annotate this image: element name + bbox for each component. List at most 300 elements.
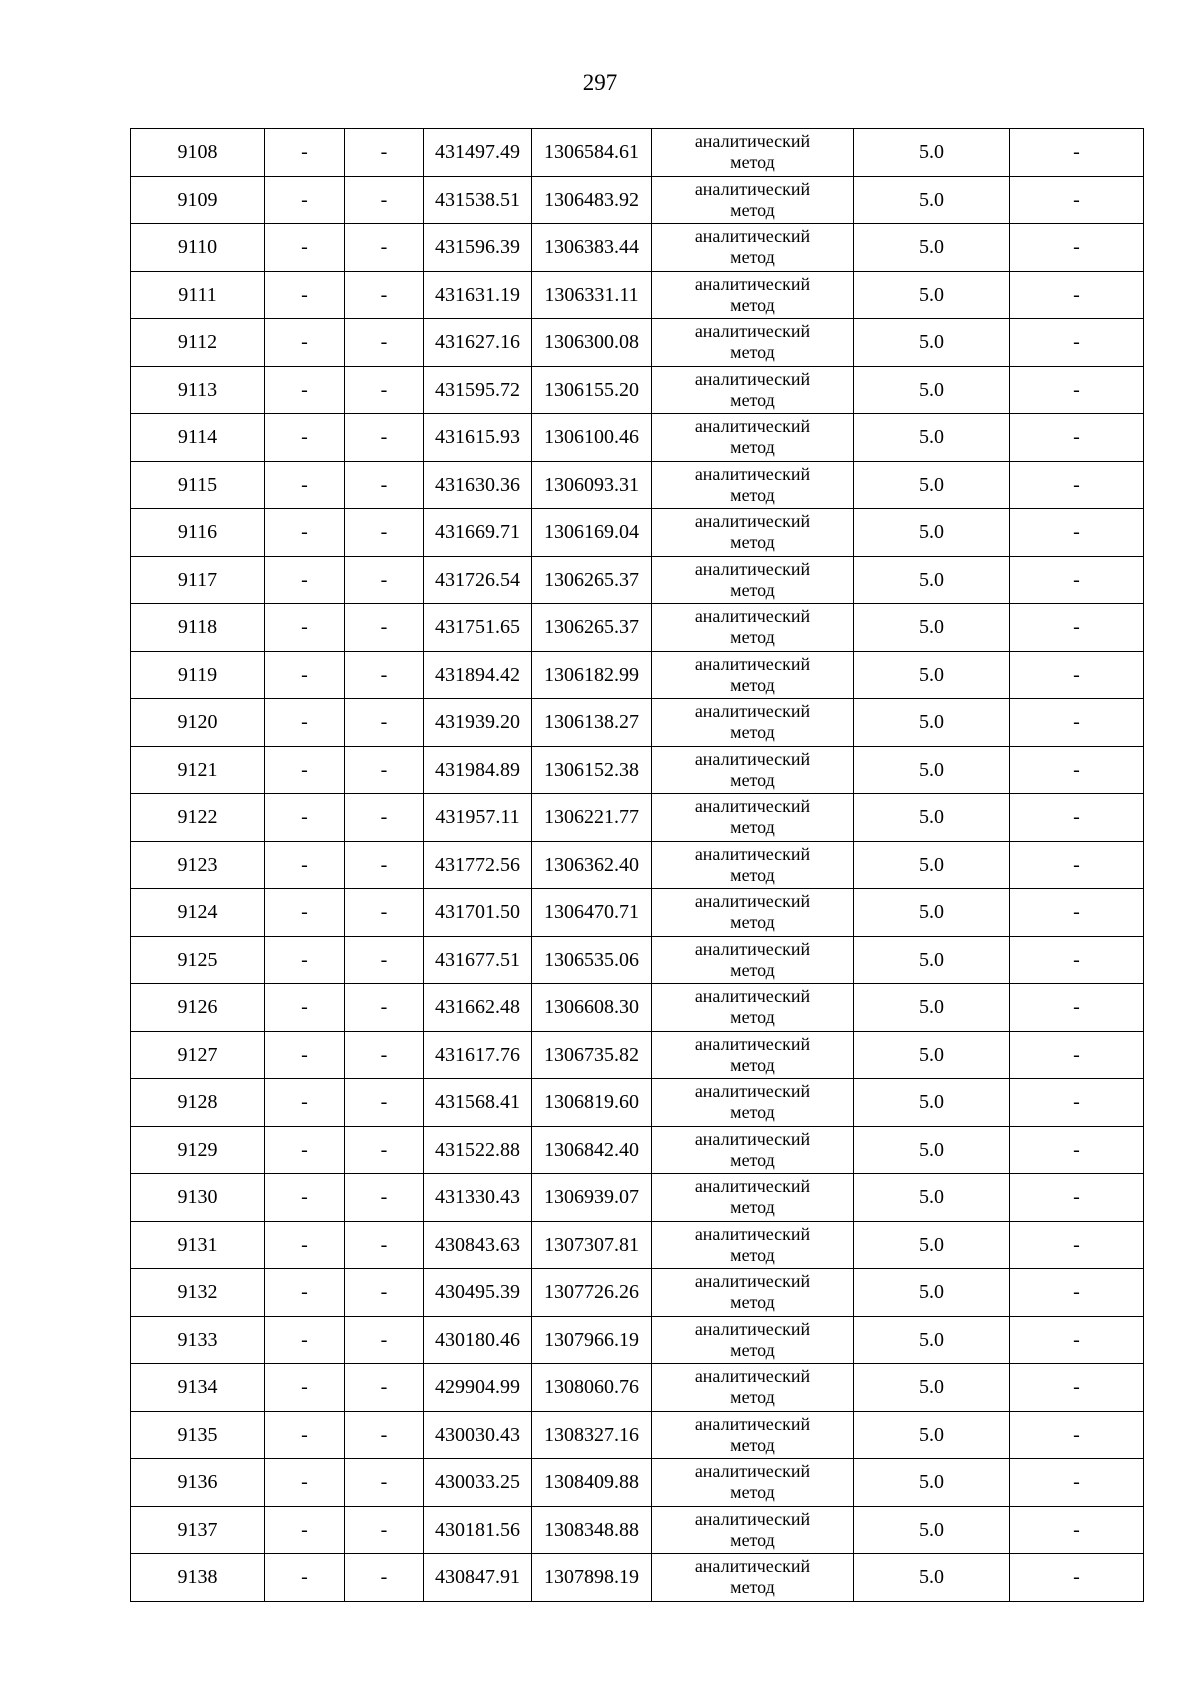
dash-cell: - xyxy=(345,1316,424,1364)
method-line-2: метод xyxy=(730,674,775,695)
note-cell: - xyxy=(1010,936,1144,984)
y-coordinate-cell: 1306300.08 xyxy=(532,319,652,367)
dash-cell: - xyxy=(345,319,424,367)
point-number-cell: 9135 xyxy=(131,1411,265,1459)
x-coordinate-cell: 430843.63 xyxy=(424,1221,532,1269)
method-line-2: метод xyxy=(730,579,775,600)
method-cell xyxy=(652,1554,854,1602)
note-cell: - xyxy=(1010,224,1144,272)
method-line-2: метод xyxy=(730,912,775,933)
note-cell: - xyxy=(1010,1174,1144,1222)
accuracy-cell: 5.0 xyxy=(854,1316,1010,1364)
note-cell: - xyxy=(1010,509,1144,557)
x-coordinate-cell: 431677.51 xyxy=(424,936,532,984)
dash-cell: - xyxy=(265,1364,345,1412)
method-line-2: метод xyxy=(730,959,775,980)
coordinates-table xyxy=(130,128,1144,1602)
y-coordinate-cell: 1306735.82 xyxy=(532,1031,652,1079)
y-coordinate-cell: 1306265.37 xyxy=(532,604,652,652)
table-row xyxy=(131,1221,1144,1269)
x-coordinate-cell: 431522.88 xyxy=(424,1126,532,1174)
note-cell: - xyxy=(1010,984,1144,1032)
accuracy-cell: 5.0 xyxy=(854,1364,1010,1412)
accuracy-cell: 5.0 xyxy=(854,129,1010,177)
method-line-1: аналитический xyxy=(694,416,811,437)
method-cell xyxy=(652,1221,854,1269)
table-row xyxy=(131,1269,1144,1317)
point-number-cell: 9120 xyxy=(131,699,265,747)
table-row xyxy=(131,1316,1144,1364)
x-coordinate-cell: 431615.93 xyxy=(424,414,532,462)
table-row xyxy=(131,984,1144,1032)
accuracy-cell: 5.0 xyxy=(854,509,1010,557)
note-cell: - xyxy=(1010,129,1144,177)
x-coordinate-cell: 430180.46 xyxy=(424,1316,532,1364)
method-line-1: аналитический xyxy=(694,131,811,152)
dash-cell: - xyxy=(265,889,345,937)
accuracy-cell: 5.0 xyxy=(854,1221,1010,1269)
method-cell xyxy=(652,366,854,414)
y-coordinate-cell: 1307307.81 xyxy=(532,1221,652,1269)
table-row xyxy=(131,604,1144,652)
method-cell xyxy=(652,1079,854,1127)
x-coordinate-cell: 431669.71 xyxy=(424,509,532,557)
accuracy-cell: 5.0 xyxy=(854,1269,1010,1317)
point-number-cell: 9125 xyxy=(131,936,265,984)
method-line-1: аналитический xyxy=(694,1128,811,1149)
accuracy-cell: 5.0 xyxy=(854,651,1010,699)
dash-cell: - xyxy=(265,1079,345,1127)
table-row xyxy=(131,651,1144,699)
x-coordinate-cell: 431595.72 xyxy=(424,366,532,414)
note-cell: - xyxy=(1010,271,1144,319)
dash-cell: - xyxy=(345,1269,424,1317)
dash-cell: - xyxy=(265,556,345,604)
note-cell: - xyxy=(1010,794,1144,842)
note-cell: - xyxy=(1010,414,1144,462)
dash-cell: - xyxy=(345,366,424,414)
method-line-2: метод xyxy=(730,1482,775,1503)
method-line-1: аналитический xyxy=(694,748,811,769)
method-line-1: аналитический xyxy=(694,321,811,342)
dash-cell: - xyxy=(265,936,345,984)
method-cell xyxy=(652,224,854,272)
method-cell xyxy=(652,1459,854,1507)
method-line-2: метод xyxy=(730,864,775,885)
dash-cell: - xyxy=(265,1126,345,1174)
table-row xyxy=(131,509,1144,557)
note-cell: - xyxy=(1010,889,1144,937)
method-line-2: метод xyxy=(730,532,775,553)
point-number-cell: 9108 xyxy=(131,129,265,177)
accuracy-cell: 5.0 xyxy=(854,414,1010,462)
method-line-1: аналитический xyxy=(694,558,811,579)
method-line-1: аналитический xyxy=(694,1413,811,1434)
point-number-cell: 9130 xyxy=(131,1174,265,1222)
table-row xyxy=(131,1411,1144,1459)
method-line-2: метод xyxy=(730,342,775,363)
method-cell xyxy=(652,319,854,367)
method-line-1: аналитический xyxy=(694,701,811,722)
y-coordinate-cell: 1306169.04 xyxy=(532,509,652,557)
y-coordinate-cell: 1306265.37 xyxy=(532,556,652,604)
table-row xyxy=(131,1174,1144,1222)
x-coordinate-cell: 431772.56 xyxy=(424,841,532,889)
dash-cell: - xyxy=(345,1174,424,1222)
dash-cell: - xyxy=(345,794,424,842)
note-cell: - xyxy=(1010,746,1144,794)
table-row xyxy=(131,889,1144,937)
method-line-2: метод xyxy=(730,722,775,743)
dash-cell: - xyxy=(345,889,424,937)
note-cell: - xyxy=(1010,1554,1144,1602)
point-number-cell: 9129 xyxy=(131,1126,265,1174)
method-line-1: аналитический xyxy=(694,796,811,817)
y-coordinate-cell: 1306155.20 xyxy=(532,366,652,414)
method-line-1: аналитический xyxy=(694,1271,811,1292)
table-row xyxy=(131,936,1144,984)
accuracy-cell: 5.0 xyxy=(854,841,1010,889)
point-number-cell: 9132 xyxy=(131,1269,265,1317)
method-line-1: аналитический xyxy=(694,1033,811,1054)
method-cell xyxy=(652,699,854,747)
x-coordinate-cell: 431631.19 xyxy=(424,271,532,319)
note-cell: - xyxy=(1010,699,1144,747)
y-coordinate-cell: 1306331.11 xyxy=(532,271,652,319)
x-coordinate-cell: 431939.20 xyxy=(424,699,532,747)
x-coordinate-cell: 431568.41 xyxy=(424,1079,532,1127)
x-coordinate-cell: 430030.43 xyxy=(424,1411,532,1459)
dash-cell: - xyxy=(345,604,424,652)
dash-cell: - xyxy=(345,1364,424,1412)
y-coordinate-cell: 1306152.38 xyxy=(532,746,652,794)
method-line-2: метод xyxy=(730,1149,775,1170)
point-number-cell: 9138 xyxy=(131,1554,265,1602)
table-row xyxy=(131,1126,1144,1174)
note-cell: - xyxy=(1010,1411,1144,1459)
table-row xyxy=(131,461,1144,509)
accuracy-cell: 5.0 xyxy=(854,1459,1010,1507)
y-coordinate-cell: 1306535.06 xyxy=(532,936,652,984)
dash-cell: - xyxy=(265,414,345,462)
method-line-2: метод xyxy=(730,1054,775,1075)
dash-cell: - xyxy=(345,271,424,319)
point-number-cell: 9109 xyxy=(131,176,265,224)
y-coordinate-cell: 1308409.88 xyxy=(532,1459,652,1507)
x-coordinate-cell: 431726.54 xyxy=(424,556,532,604)
method-line-2: метод xyxy=(730,389,775,410)
method-line-1: аналитический xyxy=(694,511,811,532)
method-line-2: метод xyxy=(730,1529,775,1550)
dash-cell: - xyxy=(265,509,345,557)
y-coordinate-cell: 1306138.27 xyxy=(532,699,652,747)
method-line-2: метод xyxy=(730,1007,775,1028)
table-row xyxy=(131,319,1144,367)
method-line-2: метод xyxy=(730,437,775,458)
dash-cell: - xyxy=(345,1079,424,1127)
note-cell: - xyxy=(1010,651,1144,699)
method-cell xyxy=(652,604,854,652)
y-coordinate-cell: 1306842.40 xyxy=(532,1126,652,1174)
table-row xyxy=(131,746,1144,794)
dash-cell: - xyxy=(345,129,424,177)
method-line-2: метод xyxy=(730,817,775,838)
dash-cell: - xyxy=(345,1411,424,1459)
accuracy-cell: 5.0 xyxy=(854,984,1010,1032)
point-number-cell: 9128 xyxy=(131,1079,265,1127)
accuracy-cell: 5.0 xyxy=(854,176,1010,224)
y-coordinate-cell: 1306608.30 xyxy=(532,984,652,1032)
method-line-2: метод xyxy=(730,1577,775,1598)
table-body xyxy=(131,129,1144,1602)
method-cell xyxy=(652,1506,854,1554)
method-line-1: аналитический xyxy=(694,891,811,912)
method-cell xyxy=(652,936,854,984)
method-line-1: аналитический xyxy=(694,1223,811,1244)
accuracy-cell: 5.0 xyxy=(854,746,1010,794)
y-coordinate-cell: 1306470.71 xyxy=(532,889,652,937)
point-number-cell: 9123 xyxy=(131,841,265,889)
method-cell xyxy=(652,509,854,557)
dash-cell: - xyxy=(265,699,345,747)
dash-cell: - xyxy=(265,1316,345,1364)
table-row xyxy=(131,1031,1144,1079)
method-cell xyxy=(652,1364,854,1412)
x-coordinate-cell: 431497.49 xyxy=(424,129,532,177)
method-cell xyxy=(652,176,854,224)
table-row xyxy=(131,841,1144,889)
x-coordinate-cell: 431701.50 xyxy=(424,889,532,937)
point-number-cell: 9137 xyxy=(131,1506,265,1554)
accuracy-cell: 5.0 xyxy=(854,794,1010,842)
y-coordinate-cell: 1306483.92 xyxy=(532,176,652,224)
dash-cell: - xyxy=(265,224,345,272)
note-cell: - xyxy=(1010,461,1144,509)
method-line-2: метод xyxy=(730,769,775,790)
method-line-2: метод xyxy=(730,152,775,173)
dash-cell: - xyxy=(265,1221,345,1269)
point-number-cell: 9134 xyxy=(131,1364,265,1412)
dash-cell: - xyxy=(265,1411,345,1459)
point-number-cell: 9119 xyxy=(131,651,265,699)
table-row xyxy=(131,1364,1144,1412)
y-coordinate-cell: 1306383.44 xyxy=(532,224,652,272)
accuracy-cell: 5.0 xyxy=(854,366,1010,414)
method-cell xyxy=(652,794,854,842)
dash-cell: - xyxy=(265,651,345,699)
method-line-2: метод xyxy=(730,199,775,220)
dash-cell: - xyxy=(265,366,345,414)
note-cell: - xyxy=(1010,1506,1144,1554)
table-row xyxy=(131,176,1144,224)
method-line-2: метод xyxy=(730,1434,775,1455)
method-line-1: аналитический xyxy=(694,1366,811,1387)
method-line-1: аналитический xyxy=(694,1081,811,1102)
x-coordinate-cell: 431627.16 xyxy=(424,319,532,367)
accuracy-cell: 5.0 xyxy=(854,461,1010,509)
y-coordinate-cell: 1306093.31 xyxy=(532,461,652,509)
x-coordinate-cell: 431596.39 xyxy=(424,224,532,272)
x-coordinate-cell: 430847.91 xyxy=(424,1554,532,1602)
accuracy-cell: 5.0 xyxy=(854,1174,1010,1222)
table-row xyxy=(131,129,1144,177)
method-line-2: метод xyxy=(730,1102,775,1123)
table-row xyxy=(131,271,1144,319)
method-line-2: метод xyxy=(730,247,775,268)
table-row xyxy=(131,1554,1144,1602)
method-cell xyxy=(652,746,854,794)
accuracy-cell: 5.0 xyxy=(854,1554,1010,1602)
y-coordinate-cell: 1306362.40 xyxy=(532,841,652,889)
x-coordinate-cell: 431538.51 xyxy=(424,176,532,224)
note-cell: - xyxy=(1010,366,1144,414)
method-line-1: аналитический xyxy=(694,273,811,294)
point-number-cell: 9121 xyxy=(131,746,265,794)
y-coordinate-cell: 1308327.16 xyxy=(532,1411,652,1459)
y-coordinate-cell: 1307898.19 xyxy=(532,1554,652,1602)
point-number-cell: 9133 xyxy=(131,1316,265,1364)
dash-cell: - xyxy=(265,841,345,889)
accuracy-cell: 5.0 xyxy=(854,1079,1010,1127)
x-coordinate-cell: 431751.65 xyxy=(424,604,532,652)
accuracy-cell: 5.0 xyxy=(854,936,1010,984)
method-cell xyxy=(652,414,854,462)
method-line-2: метод xyxy=(730,1292,775,1313)
accuracy-cell: 5.0 xyxy=(854,889,1010,937)
dash-cell: - xyxy=(345,936,424,984)
accuracy-cell: 5.0 xyxy=(854,1411,1010,1459)
method-line-1: аналитический xyxy=(694,368,811,389)
note-cell: - xyxy=(1010,176,1144,224)
point-number-cell: 9111 xyxy=(131,271,265,319)
point-number-cell: 9126 xyxy=(131,984,265,1032)
method-cell xyxy=(652,889,854,937)
method-cell xyxy=(652,984,854,1032)
method-cell xyxy=(652,1174,854,1222)
method-cell xyxy=(652,1316,854,1364)
table-row xyxy=(131,224,1144,272)
point-number-cell: 9115 xyxy=(131,461,265,509)
point-number-cell: 9116 xyxy=(131,509,265,557)
note-cell: - xyxy=(1010,1031,1144,1079)
point-number-cell: 9110 xyxy=(131,224,265,272)
x-coordinate-cell: 431617.76 xyxy=(424,1031,532,1079)
x-coordinate-cell: 431957.11 xyxy=(424,794,532,842)
accuracy-cell: 5.0 xyxy=(854,319,1010,367)
x-coordinate-cell: 431984.89 xyxy=(424,746,532,794)
point-number-cell: 9117 xyxy=(131,556,265,604)
table-row xyxy=(131,366,1144,414)
method-line-1: аналитический xyxy=(694,463,811,484)
x-coordinate-cell: 431662.48 xyxy=(424,984,532,1032)
accuracy-cell: 5.0 xyxy=(854,271,1010,319)
point-number-cell: 9118 xyxy=(131,604,265,652)
dash-cell: - xyxy=(265,604,345,652)
dash-cell: - xyxy=(265,1174,345,1222)
point-number-cell: 9136 xyxy=(131,1459,265,1507)
dash-cell: - xyxy=(345,984,424,1032)
dash-cell: - xyxy=(345,461,424,509)
dash-cell: - xyxy=(345,176,424,224)
y-coordinate-cell: 1307726.26 xyxy=(532,1269,652,1317)
dash-cell: - xyxy=(265,1031,345,1079)
y-coordinate-cell: 1306221.77 xyxy=(532,794,652,842)
accuracy-cell: 5.0 xyxy=(854,1031,1010,1079)
note-cell: - xyxy=(1010,319,1144,367)
note-cell: - xyxy=(1010,1364,1144,1412)
method-cell xyxy=(652,129,854,177)
dash-cell: - xyxy=(265,129,345,177)
y-coordinate-cell: 1306819.60 xyxy=(532,1079,652,1127)
x-coordinate-cell: 431894.42 xyxy=(424,651,532,699)
dash-cell: - xyxy=(265,271,345,319)
method-line-1: аналитический xyxy=(694,653,811,674)
note-cell: - xyxy=(1010,1079,1144,1127)
method-cell xyxy=(652,1126,854,1174)
method-cell xyxy=(652,1031,854,1079)
x-coordinate-cell: 431330.43 xyxy=(424,1174,532,1222)
point-number-cell: 9112 xyxy=(131,319,265,367)
table-row xyxy=(131,1079,1144,1127)
method-line-2: метод xyxy=(730,1197,775,1218)
dash-cell: - xyxy=(345,699,424,747)
method-line-1: аналитический xyxy=(694,1461,811,1482)
accuracy-cell: 5.0 xyxy=(854,1126,1010,1174)
method-line-1: аналитический xyxy=(694,178,811,199)
point-number-cell: 9122 xyxy=(131,794,265,842)
dash-cell: - xyxy=(345,1126,424,1174)
accuracy-cell: 5.0 xyxy=(854,1506,1010,1554)
method-line-1: аналитический xyxy=(694,606,811,627)
dash-cell: - xyxy=(345,841,424,889)
method-cell xyxy=(652,461,854,509)
method-line-2: метод xyxy=(730,484,775,505)
accuracy-cell: 5.0 xyxy=(854,699,1010,747)
dash-cell: - xyxy=(265,1554,345,1602)
note-cell: - xyxy=(1010,1126,1144,1174)
note-cell: - xyxy=(1010,1459,1144,1507)
accuracy-cell: 5.0 xyxy=(854,604,1010,652)
method-line-2: метод xyxy=(730,1339,775,1360)
note-cell: - xyxy=(1010,1316,1144,1364)
method-line-1: аналитический xyxy=(694,1508,811,1529)
point-number-cell: 9131 xyxy=(131,1221,265,1269)
y-coordinate-cell: 1306100.46 xyxy=(532,414,652,462)
method-cell xyxy=(652,651,854,699)
dash-cell: - xyxy=(265,176,345,224)
dash-cell: - xyxy=(265,319,345,367)
table-row xyxy=(131,556,1144,604)
note-cell: - xyxy=(1010,1269,1144,1317)
y-coordinate-cell: 1308060.76 xyxy=(532,1364,652,1412)
dash-cell: - xyxy=(345,414,424,462)
method-cell xyxy=(652,271,854,319)
dash-cell: - xyxy=(345,1506,424,1554)
dash-cell: - xyxy=(345,509,424,557)
dash-cell: - xyxy=(265,794,345,842)
method-line-2: метод xyxy=(730,627,775,648)
dash-cell: - xyxy=(345,1221,424,1269)
x-coordinate-cell: 431630.36 xyxy=(424,461,532,509)
accuracy-cell: 5.0 xyxy=(854,224,1010,272)
y-coordinate-cell: 1306182.99 xyxy=(532,651,652,699)
dash-cell: - xyxy=(265,1506,345,1554)
dash-cell: - xyxy=(345,746,424,794)
method-line-1: аналитический xyxy=(694,986,811,1007)
method-line-1: аналитический xyxy=(694,1318,811,1339)
method-line-2: метод xyxy=(730,294,775,315)
y-coordinate-cell: 1308348.88 xyxy=(532,1506,652,1554)
